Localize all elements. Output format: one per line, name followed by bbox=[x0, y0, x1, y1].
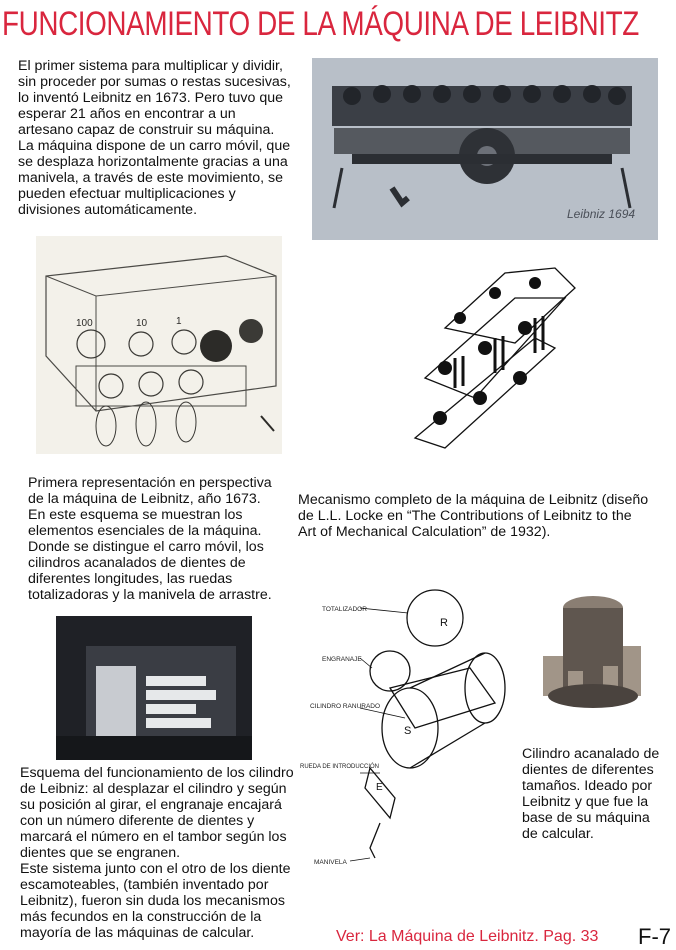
cylinder-diagram bbox=[300, 568, 510, 868]
label-engranaje: ENGRANAJE bbox=[322, 656, 362, 663]
cylinder-illustration bbox=[528, 586, 658, 716]
label-manivela: MANIVELA bbox=[314, 859, 347, 866]
perspective-sketch bbox=[36, 236, 282, 454]
sketch-number-1: 1 bbox=[176, 316, 182, 327]
page-reference: Ver: La Máquina de Leibnitz. Pag. 33 bbox=[336, 928, 599, 945]
caption-cylinder: Cilindro acanalado de dientes de diferentes tamaños. Ideado por Leibnitz y que fue la base de su máquina de calcular. bbox=[522, 746, 660, 842]
intro-paragraph: El primer sistema para multiplicar y dividir, sin proceder por sumas o restas sucesivas, lo inventó Leibnitz en 1673. Pero tuvo que esperar 21 años en encontrar a un artesano capaz de construir su máquina. La máquina dispone de un carro móvil, que se desplaza horizontalmente gracias a una manivela, a través de este movimiento, se pueden efectuar multiplicaciones y divisiones automáticamente. bbox=[18, 58, 291, 218]
label-rueda: RUEDA DE INTRODUCCIÓN bbox=[300, 764, 380, 770]
caption-scheme: Esquema del funcionamiento de los cilindro de Leibniz: al desplazar el cilindro y según su posición al girar, el engranaje encajará con un número diferente de dientes y marcará el número en el tambor según los dientes que se engranen. Este sistema junto con el otro de los diente escamoteables, (también inventado por Leibnitz), fueron sin duda los mecanismos más fecundos en la construcción de la mayoría de las máquinas de calcular. bbox=[20, 765, 294, 941]
letter-r: R bbox=[440, 617, 448, 629]
letter-s: S bbox=[404, 725, 412, 737]
sketch-number-10: 10 bbox=[136, 318, 148, 329]
label-totalizador: TOTALIZADOR bbox=[322, 606, 367, 613]
machine-photo bbox=[312, 58, 658, 240]
caption-perspective: Primera representación en perspectiva de la máquina de Leibnitz, año 1673. En este esquema se muestran los elementos esenciales de la máquina. Donde se distingue el carro móvil, los cilindros acanalados de dientes de diferentes longitudes, las ruedas totalizadoras y la manivela de arrastre. bbox=[28, 475, 272, 603]
page-code: F-7 bbox=[638, 924, 671, 949]
caption-mechanism: Mecanismo completo de la máquina de Leibnitz (diseño de L.L. Locke en “The Contributions of Leibnitz to the Art of Mechanical Calculation” de 1932). bbox=[298, 492, 649, 540]
mechanism-drawing bbox=[385, 258, 605, 454]
label-cilindro: CILINDRO RANURADO bbox=[310, 703, 381, 710]
page-title: FUNCIONAMIENTO DE LA MÁQUINA DE LEIBNITZ bbox=[2, 5, 639, 43]
sketch-number-100: 100 bbox=[76, 318, 93, 329]
cylinder-photo bbox=[56, 616, 252, 760]
letter-e: E bbox=[376, 782, 383, 793]
photo-signature: Leibniz 1694 bbox=[567, 207, 636, 221]
